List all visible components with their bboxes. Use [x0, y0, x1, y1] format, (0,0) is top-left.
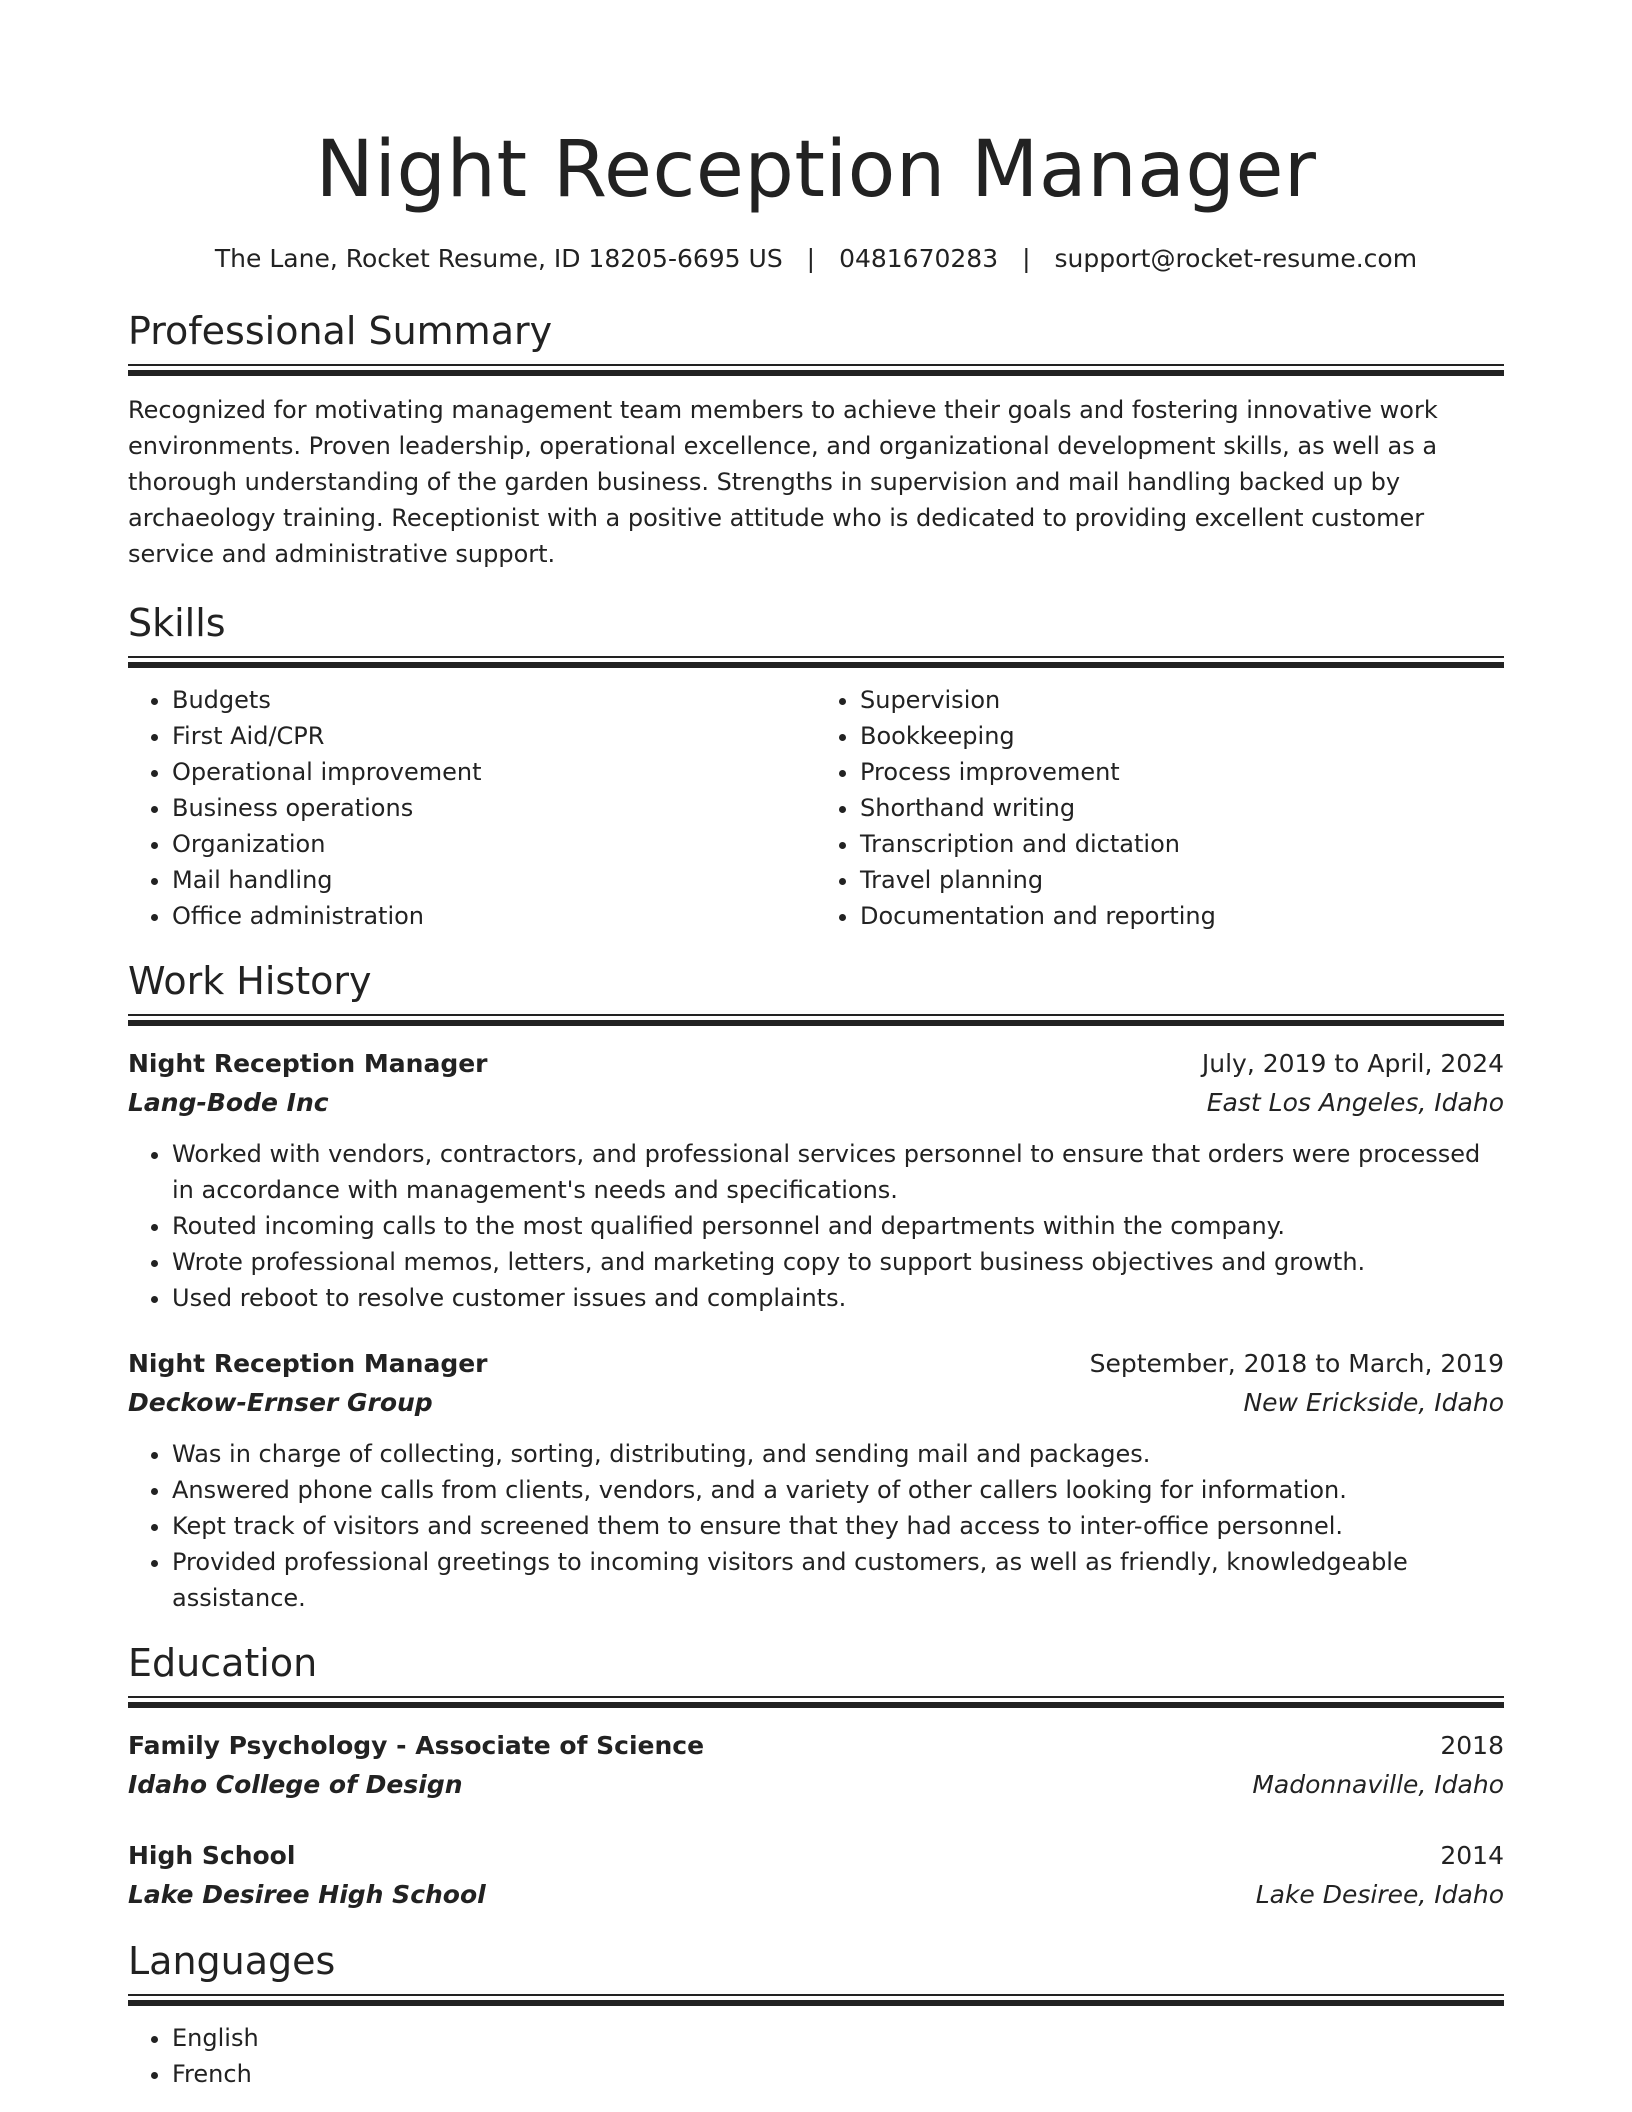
education-degree: Family Psychology - Associate of Science: [128, 1731, 705, 1760]
contact-separator: |: [806, 244, 816, 273]
job-location: New Erickside, Idaho: [1243, 1388, 1504, 1417]
skill-item: • Travel planning: [860, 862, 1504, 898]
job-bullet: • Was in charge of collecting, sorting, distributing, and sending mail and packages.: [172, 1436, 1504, 1472]
education-year: 2014: [1440, 1841, 1504, 1870]
summary-text: Recognized for motivating management team members to achieve their goals and fostering innovative work environments. Proven leadership, operational excellence, and organizational development skills, as well as a thorough understanding of the garden business. Strengths in supervision and mail handling backed up by archaeology training. Receptionist with a positive attitude who is dedicated to providing excellent customer service and administrative support.: [128, 396, 1438, 568]
skills-columns: [128, 682, 1504, 934]
section-divider: [128, 1696, 1504, 1708]
section-divider: [128, 1994, 1504, 2006]
education-section: [128, 1638, 1504, 1914]
education-degree: High School: [128, 1841, 296, 1870]
job-header-row: [128, 1044, 1504, 1084]
job-company: Lang-Bode Inc: [128, 1088, 329, 1117]
summary-section: [128, 306, 1504, 572]
skills-list-left: [128, 682, 816, 934]
job-bullet: • Wrote professional memos, letters, and marketing copy to support business objectives and growth.: [172, 1244, 1504, 1280]
job-bullets: [128, 1136, 1504, 1316]
education-location: Lake Desiree, Idaho: [1255, 1880, 1504, 1909]
section-heading-education: Education: [128, 1641, 318, 1685]
job-company-row: [128, 1384, 1504, 1422]
job-dates: July, 2019 to April, 2024: [1201, 1049, 1504, 1078]
skill-item: • Supervision: [860, 682, 1504, 718]
skill-item: • Transcription and dictation: [860, 826, 1504, 862]
contact-address: The Lane, Rocket Resume, ID 18205-6695 US: [214, 244, 783, 273]
section-heading-work: Work History: [128, 959, 372, 1003]
job-dates: September, 2018 to March, 2019: [1089, 1349, 1504, 1378]
skill-item: • Business operations: [172, 790, 816, 826]
job-entry: [128, 1044, 1504, 1316]
skill-item: • Operational improvement: [172, 754, 816, 790]
job-company: Deckow-Ernser Group: [128, 1388, 433, 1417]
job-header-row: [128, 1344, 1504, 1384]
job-bullet: • Worked with vendors, contractors, and professional services personnel to ensure that orders were processed in accordance with management's needs and specifications.: [172, 1136, 1504, 1208]
job-title: Night Reception Manager: [128, 1049, 488, 1078]
contact-email[interactable]: support@rocket-resume.com: [1054, 244, 1418, 273]
skill-item: • Organization: [172, 826, 816, 862]
education-entry: [128, 1726, 1504, 1804]
job-bullet: • Routed incoming calls to the most qualified personnel and departments within the company.: [172, 1208, 1504, 1244]
language-item: • French: [172, 2056, 1504, 2092]
resume-name: Night Reception Manager: [315, 125, 1317, 215]
job-bullets: [128, 1436, 1504, 1616]
skills-list-right: [816, 682, 1504, 934]
section-heading-languages: Languages: [128, 1939, 336, 1983]
contact-separator: |: [1022, 244, 1031, 273]
education-header-row: [128, 1726, 1504, 1766]
skill-item: • Documentation and reporting: [860, 898, 1504, 934]
section-heading-summary: Professional Summary: [128, 309, 553, 353]
education-school: Idaho College of Design: [128, 1770, 463, 1799]
section-heading-skills: Skills: [128, 601, 226, 645]
job-title: Night Reception Manager: [128, 1349, 488, 1378]
job-bullet: • Kept track of visitors and screened them to ensure that they had access to inter-office personnel.: [172, 1508, 1504, 1544]
section-divider: [128, 656, 1504, 668]
contact-phone: 0481670283: [839, 244, 999, 273]
job-company-row: [128, 1084, 1504, 1122]
skill-item: • First Aid/CPR: [172, 718, 816, 754]
work-history-section: [128, 956, 1504, 1616]
job-entry: [128, 1344, 1504, 1616]
skills-section: [128, 598, 1504, 934]
skill-item: • Bookkeeping: [860, 718, 1504, 754]
education-school-row: [128, 1876, 1504, 1914]
languages-section: [128, 1936, 1504, 2092]
skill-item: • Mail handling: [172, 862, 816, 898]
education-school: Lake Desiree High School: [128, 1880, 486, 1909]
skill-item: • Office administration: [172, 898, 816, 934]
section-divider: [128, 364, 1504, 376]
language-item: • English: [172, 2020, 1504, 2056]
education-year: 2018: [1440, 1731, 1504, 1760]
skill-item: • Shorthand writing: [860, 790, 1504, 826]
education-header-row: [128, 1836, 1504, 1876]
job-location: East Los Angeles, Idaho: [1206, 1088, 1504, 1117]
skill-item: • Process improvement: [860, 754, 1504, 790]
job-bullet: • Used reboot to resolve customer issues and complaints.: [172, 1280, 1504, 1316]
section-divider: [128, 1014, 1504, 1026]
skill-item: • Budgets: [172, 682, 816, 718]
education-location: Madonnaville, Idaho: [1252, 1770, 1504, 1799]
job-bullet: • Answered phone calls from clients, vendors, and a variety of other callers looking for information.: [172, 1472, 1504, 1508]
languages-list: [128, 2020, 1504, 2092]
job-bullet: • Provided professional greetings to incoming visitors and customers, as well as friendly, knowledgeable assistance.: [172, 1544, 1504, 1616]
contact-line: [128, 242, 1504, 276]
education-entry: [128, 1836, 1504, 1914]
education-school-row: [128, 1766, 1504, 1804]
